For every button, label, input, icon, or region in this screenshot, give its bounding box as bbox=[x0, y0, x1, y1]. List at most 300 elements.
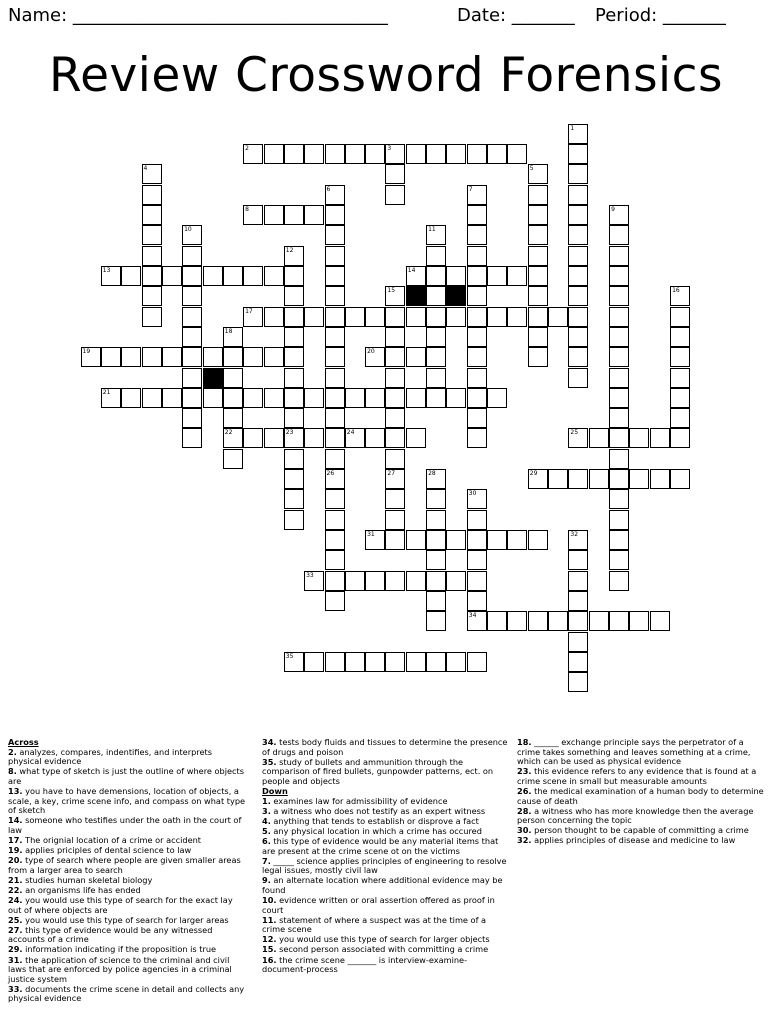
grid-cell[interactable] bbox=[426, 469, 446, 489]
grid-cell[interactable] bbox=[385, 408, 405, 428]
grid-cell[interactable] bbox=[446, 530, 466, 550]
grid-cell[interactable] bbox=[426, 388, 446, 408]
grid-cell[interactable] bbox=[467, 347, 487, 367]
grid-cell[interactable] bbox=[609, 510, 629, 530]
grid-cell[interactable] bbox=[325, 530, 345, 550]
grid-cell[interactable] bbox=[223, 388, 243, 408]
grid-cell[interactable] bbox=[467, 550, 487, 570]
grid-cell[interactable] bbox=[568, 185, 588, 205]
grid-cell[interactable] bbox=[609, 225, 629, 245]
grid-cell[interactable] bbox=[264, 266, 284, 286]
grid-cell[interactable] bbox=[568, 286, 588, 306]
grid-cell[interactable] bbox=[203, 347, 223, 367]
grid-cell[interactable] bbox=[467, 225, 487, 245]
clue-text: any physical location in which a crime has occured bbox=[270, 825, 482, 836]
grid-cell[interactable] bbox=[467, 144, 487, 164]
grid-cell[interactable] bbox=[629, 469, 649, 489]
period-field[interactable]: Period: _______ bbox=[595, 5, 726, 26]
grid-cell[interactable] bbox=[568, 307, 588, 327]
grid-cell[interactable] bbox=[142, 205, 162, 225]
grid-cell[interactable] bbox=[325, 428, 345, 448]
grid-cell[interactable] bbox=[284, 510, 304, 530]
grid-cell[interactable] bbox=[528, 286, 548, 306]
grid-cell[interactable] bbox=[589, 469, 609, 489]
clue-item bbox=[262, 738, 510, 757]
grid-cell[interactable] bbox=[467, 368, 487, 388]
clue-number-label: 8 bbox=[245, 205, 249, 213]
grid-cell[interactable] bbox=[304, 652, 324, 672]
grid-cell[interactable] bbox=[609, 388, 629, 408]
grid-cell[interactable] bbox=[446, 388, 466, 408]
grid-cell[interactable] bbox=[670, 327, 690, 347]
black-square bbox=[203, 368, 223, 388]
grid-cell[interactable] bbox=[345, 388, 365, 408]
grid-cell[interactable] bbox=[426, 144, 446, 164]
grid-cell[interactable] bbox=[385, 368, 405, 388]
grid-cell[interactable] bbox=[528, 185, 548, 205]
grid-cell[interactable] bbox=[650, 611, 670, 631]
grid-cell[interactable] bbox=[284, 307, 304, 327]
grid-cell[interactable] bbox=[568, 672, 588, 692]
grid-cell[interactable] bbox=[568, 571, 588, 591]
grid-cell[interactable] bbox=[385, 307, 405, 327]
grid-cell[interactable] bbox=[325, 571, 345, 591]
grid-cell[interactable] bbox=[264, 388, 284, 408]
grid-cell[interactable] bbox=[182, 368, 202, 388]
grid-cell[interactable] bbox=[446, 266, 466, 286]
grid-cell[interactable] bbox=[325, 550, 345, 570]
clue-number-label: 5 bbox=[529, 165, 534, 173]
grid-cell[interactable] bbox=[101, 266, 121, 286]
grid-cell[interactable] bbox=[182, 408, 202, 428]
grid-cell[interactable] bbox=[467, 327, 487, 347]
grid-cell[interactable] bbox=[304, 571, 324, 591]
grid-cell[interactable] bbox=[426, 591, 446, 611]
grid-cell[interactable] bbox=[101, 388, 121, 408]
grid-cell[interactable] bbox=[528, 246, 548, 266]
grid-cell[interactable] bbox=[264, 428, 284, 448]
grid-cell[interactable] bbox=[568, 347, 588, 367]
grid-cell[interactable] bbox=[528, 611, 548, 631]
grid-cell[interactable] bbox=[365, 388, 385, 408]
grid-cell[interactable] bbox=[223, 408, 243, 428]
grid-cell[interactable] bbox=[243, 428, 263, 448]
grid-cell[interactable] bbox=[507, 307, 527, 327]
clue-text: a witness who has more knowledge then the average person concerning the topic bbox=[517, 805, 754, 826]
grid-cell[interactable] bbox=[223, 266, 243, 286]
clue-item bbox=[8, 787, 248, 816]
grid-cell[interactable] bbox=[568, 591, 588, 611]
grid-cell[interactable] bbox=[101, 347, 121, 367]
grid-cell[interactable] bbox=[589, 428, 609, 448]
grid-cell[interactable] bbox=[385, 449, 405, 469]
grid-cell[interactable] bbox=[385, 571, 405, 591]
grid-cell[interactable] bbox=[568, 144, 588, 164]
grid-cell[interactable] bbox=[284, 347, 304, 367]
grid-cell[interactable] bbox=[325, 286, 345, 306]
grid-cell[interactable] bbox=[507, 144, 527, 164]
grid-cell[interactable] bbox=[243, 347, 263, 367]
grid-cell[interactable] bbox=[365, 428, 385, 448]
grid-cell[interactable] bbox=[365, 530, 385, 550]
grid-cell[interactable] bbox=[670, 428, 690, 448]
clues-column-2 bbox=[262, 738, 510, 975]
grid-cell[interactable] bbox=[406, 571, 426, 591]
grid-cell[interactable] bbox=[609, 307, 629, 327]
grid-cell[interactable] bbox=[121, 388, 141, 408]
grid-cell[interactable] bbox=[142, 307, 162, 327]
grid-cell[interactable] bbox=[223, 347, 243, 367]
grid-cell[interactable] bbox=[467, 611, 487, 631]
grid-cell[interactable] bbox=[609, 205, 629, 225]
grid-cell[interactable] bbox=[446, 652, 466, 672]
grid-cell[interactable] bbox=[243, 205, 263, 225]
grid-cell[interactable] bbox=[487, 611, 507, 631]
grid-cell[interactable] bbox=[426, 611, 446, 631]
grid-cell[interactable] bbox=[182, 388, 202, 408]
grid-cell[interactable] bbox=[467, 591, 487, 611]
grid-cell[interactable] bbox=[467, 530, 487, 550]
grid-cell[interactable] bbox=[446, 571, 466, 591]
grid-cell[interactable] bbox=[182, 246, 202, 266]
grid-cell[interactable] bbox=[528, 164, 548, 184]
grid-cell[interactable] bbox=[345, 144, 365, 164]
grid-cell[interactable] bbox=[467, 205, 487, 225]
grid-cell[interactable] bbox=[304, 307, 324, 327]
grid-cell[interactable] bbox=[568, 550, 588, 570]
grid-cell[interactable] bbox=[385, 347, 405, 367]
grid-cell[interactable] bbox=[325, 489, 345, 509]
grid-cell[interactable] bbox=[568, 225, 588, 245]
grid-cell[interactable] bbox=[365, 652, 385, 672]
grid-cell[interactable] bbox=[142, 347, 162, 367]
grid-cell[interactable] bbox=[467, 286, 487, 306]
grid-cell[interactable] bbox=[568, 652, 588, 672]
grid-cell[interactable] bbox=[609, 347, 629, 367]
grid-cell[interactable] bbox=[467, 307, 487, 327]
grid-cell[interactable] bbox=[223, 428, 243, 448]
grid-cell[interactable] bbox=[528, 347, 548, 367]
grid-cell[interactable] bbox=[345, 307, 365, 327]
grid-cell[interactable] bbox=[142, 286, 162, 306]
grid-cell[interactable] bbox=[426, 530, 446, 550]
grid-cell[interactable] bbox=[304, 205, 324, 225]
grid-cell[interactable] bbox=[406, 347, 426, 367]
grid-cell[interactable] bbox=[609, 246, 629, 266]
grid-cell[interactable] bbox=[609, 469, 629, 489]
grid-cell[interactable] bbox=[243, 388, 263, 408]
grid-cell[interactable] bbox=[507, 530, 527, 550]
grid-cell[interactable] bbox=[385, 652, 405, 672]
grid-cell[interactable] bbox=[284, 388, 304, 408]
grid-cell[interactable] bbox=[609, 489, 629, 509]
grid-cell[interactable] bbox=[203, 388, 223, 408]
grid-cell[interactable] bbox=[385, 286, 405, 306]
grid-cell[interactable] bbox=[385, 428, 405, 448]
grid-cell[interactable] bbox=[264, 144, 284, 164]
grid-cell[interactable] bbox=[609, 449, 629, 469]
grid-cell[interactable] bbox=[487, 388, 507, 408]
grid-cell[interactable] bbox=[325, 368, 345, 388]
grid-cell[interactable] bbox=[568, 428, 588, 448]
grid-cell[interactable] bbox=[548, 307, 568, 327]
grid-cell[interactable] bbox=[609, 611, 629, 631]
clue-number: 34. bbox=[262, 737, 277, 747]
grid-cell[interactable] bbox=[467, 428, 487, 448]
grid-cell[interactable] bbox=[162, 388, 182, 408]
grid-cell[interactable] bbox=[182, 225, 202, 245]
grid-cell[interactable] bbox=[284, 428, 304, 448]
grid-cell[interactable] bbox=[467, 510, 487, 530]
grid-cell[interactable] bbox=[467, 388, 487, 408]
grid-cell[interactable] bbox=[203, 266, 223, 286]
grid-cell[interactable] bbox=[670, 286, 690, 306]
grid-cell[interactable] bbox=[223, 327, 243, 347]
grid-cell[interactable] bbox=[365, 144, 385, 164]
grid-cell[interactable] bbox=[467, 185, 487, 205]
grid-cell[interactable] bbox=[264, 205, 284, 225]
grid-cell[interactable] bbox=[670, 469, 690, 489]
grid-cell[interactable] bbox=[406, 652, 426, 672]
grid-cell[interactable] bbox=[507, 611, 527, 631]
grid-cell[interactable] bbox=[426, 347, 446, 367]
grid-cell[interactable] bbox=[528, 530, 548, 550]
grid-cell[interactable] bbox=[142, 185, 162, 205]
grid-cell[interactable] bbox=[467, 246, 487, 266]
grid-cell[interactable] bbox=[182, 307, 202, 327]
clue-text: the application of science to the criminal and civil laws that are enforced by police agencies in a criminal justice system bbox=[8, 954, 232, 984]
grid-cell[interactable] bbox=[182, 428, 202, 448]
grid-cell[interactable] bbox=[325, 408, 345, 428]
grid-cell[interactable] bbox=[467, 652, 487, 672]
grid-cell[interactable] bbox=[487, 266, 507, 286]
grid-cell[interactable] bbox=[609, 286, 629, 306]
grid-cell[interactable] bbox=[385, 510, 405, 530]
grid-cell[interactable] bbox=[385, 530, 405, 550]
grid-cell[interactable] bbox=[467, 571, 487, 591]
grid-cell[interactable] bbox=[426, 246, 446, 266]
grid-cell[interactable] bbox=[345, 428, 365, 448]
grid-cell[interactable] bbox=[264, 347, 284, 367]
grid-cell[interactable] bbox=[81, 347, 101, 367]
grid-cell[interactable] bbox=[467, 408, 487, 428]
grid-cell[interactable] bbox=[589, 611, 609, 631]
grid-cell[interactable] bbox=[528, 205, 548, 225]
grid-cell[interactable] bbox=[365, 571, 385, 591]
grid-cell[interactable] bbox=[162, 347, 182, 367]
grid-cell[interactable] bbox=[609, 327, 629, 347]
grid-cell[interactable] bbox=[284, 286, 304, 306]
grid-cell[interactable] bbox=[609, 428, 629, 448]
grid-cell[interactable] bbox=[568, 611, 588, 631]
grid-cell[interactable] bbox=[528, 266, 548, 286]
clue-number: 22. bbox=[8, 884, 23, 895]
grid-cell[interactable] bbox=[243, 307, 263, 327]
grid-cell[interactable] bbox=[243, 266, 263, 286]
grid-cell[interactable] bbox=[426, 225, 446, 245]
grid-cell[interactable] bbox=[426, 286, 446, 306]
grid-cell[interactable] bbox=[345, 571, 365, 591]
grid-cell[interactable] bbox=[142, 388, 162, 408]
grid-cell[interactable] bbox=[325, 510, 345, 530]
grid-cell[interactable] bbox=[325, 307, 345, 327]
grid-cell[interactable] bbox=[406, 388, 426, 408]
grid-cell[interactable] bbox=[426, 550, 446, 570]
grid-cell[interactable] bbox=[385, 469, 405, 489]
grid-cell[interactable] bbox=[325, 205, 345, 225]
grid-cell[interactable] bbox=[345, 652, 365, 672]
grid-cell[interactable] bbox=[325, 225, 345, 245]
grid-cell[interactable] bbox=[548, 611, 568, 631]
grid-cell[interactable] bbox=[426, 307, 446, 327]
grid-cell[interactable] bbox=[426, 368, 446, 388]
date-field[interactable]: Date: _______ bbox=[457, 5, 575, 26]
grid-cell[interactable] bbox=[467, 266, 487, 286]
clue-number: 20. bbox=[8, 855, 23, 866]
grid-cell[interactable] bbox=[142, 164, 162, 184]
grid-cell[interactable] bbox=[568, 266, 588, 286]
grid-cell[interactable] bbox=[142, 266, 162, 286]
grid-cell[interactable] bbox=[426, 266, 446, 286]
grid-cell[interactable] bbox=[325, 388, 345, 408]
grid-cell[interactable] bbox=[284, 327, 304, 347]
grid-cell[interactable] bbox=[325, 266, 345, 286]
grid-cell[interactable] bbox=[568, 632, 588, 652]
grid-cell[interactable] bbox=[568, 164, 588, 184]
grid-cell[interactable] bbox=[609, 266, 629, 286]
grid-cell[interactable] bbox=[406, 144, 426, 164]
grid-cell[interactable] bbox=[426, 489, 446, 509]
grid-cell[interactable] bbox=[325, 469, 345, 489]
grid-cell[interactable] bbox=[385, 164, 405, 184]
grid-cell[interactable] bbox=[142, 225, 162, 245]
grid-cell[interactable] bbox=[670, 408, 690, 428]
grid-cell[interactable] bbox=[406, 530, 426, 550]
clue-number-label: 27 bbox=[387, 470, 396, 478]
grid-cell[interactable] bbox=[568, 124, 588, 144]
grid-cell[interactable] bbox=[284, 449, 304, 469]
grid-cell[interactable] bbox=[406, 307, 426, 327]
grid-cell[interactable] bbox=[304, 428, 324, 448]
grid-cell[interactable] bbox=[325, 591, 345, 611]
grid-cell[interactable] bbox=[182, 327, 202, 347]
grid-cell[interactable] bbox=[325, 185, 345, 205]
grid-cell[interactable] bbox=[223, 368, 243, 388]
grid-cell[interactable] bbox=[385, 144, 405, 164]
grid-cell[interactable] bbox=[223, 449, 243, 469]
grid-cell[interactable] bbox=[264, 307, 284, 327]
grid-cell[interactable] bbox=[365, 307, 385, 327]
grid-cell[interactable] bbox=[670, 368, 690, 388]
grid-cell[interactable] bbox=[385, 185, 405, 205]
grid-cell[interactable] bbox=[325, 652, 345, 672]
grid-cell[interactable] bbox=[325, 327, 345, 347]
grid-cell[interactable] bbox=[426, 571, 446, 591]
grid-cell[interactable] bbox=[528, 225, 548, 245]
grid-cell[interactable] bbox=[609, 408, 629, 428]
grid-cell[interactable] bbox=[325, 347, 345, 367]
grid-cell[interactable] bbox=[182, 266, 202, 286]
grid-cell[interactable] bbox=[629, 428, 649, 448]
grid-cell[interactable] bbox=[446, 307, 466, 327]
grid-cell[interactable] bbox=[548, 469, 568, 489]
grid-cell[interactable] bbox=[284, 652, 304, 672]
grid-cell[interactable] bbox=[243, 144, 263, 164]
grid-cell[interactable] bbox=[406, 266, 426, 286]
grid-cell[interactable] bbox=[528, 327, 548, 347]
black-square bbox=[406, 286, 426, 306]
grid-cell[interactable] bbox=[487, 530, 507, 550]
grid-cell[interactable] bbox=[487, 307, 507, 327]
grid-cell[interactable] bbox=[426, 652, 446, 672]
grid-cell[interactable] bbox=[284, 266, 304, 286]
grid-cell[interactable] bbox=[284, 144, 304, 164]
grid-cell[interactable] bbox=[670, 347, 690, 367]
grid-cell[interactable] bbox=[650, 428, 670, 448]
grid-cell[interactable] bbox=[284, 368, 304, 388]
grid-cell[interactable] bbox=[629, 611, 649, 631]
grid-cell[interactable] bbox=[426, 510, 446, 530]
grid-cell[interactable] bbox=[568, 469, 588, 489]
grid-cell[interactable] bbox=[385, 327, 405, 347]
grid-cell[interactable] bbox=[609, 571, 629, 591]
clue-number: 6. bbox=[262, 835, 271, 846]
grid-cell[interactable] bbox=[385, 489, 405, 509]
grid-cell[interactable] bbox=[284, 469, 304, 489]
grid-cell[interactable] bbox=[284, 246, 304, 266]
grid-cell[interactable] bbox=[385, 388, 405, 408]
grid-cell[interactable] bbox=[121, 347, 141, 367]
grid-cell[interactable] bbox=[182, 286, 202, 306]
grid-cell[interactable] bbox=[528, 469, 548, 489]
grid-cell[interactable] bbox=[365, 347, 385, 367]
grid-cell[interactable] bbox=[182, 347, 202, 367]
grid-cell[interactable] bbox=[284, 205, 304, 225]
grid-cell[interactable] bbox=[670, 307, 690, 327]
grid-cell[interactable] bbox=[304, 388, 324, 408]
grid-cell[interactable] bbox=[284, 408, 304, 428]
grid-cell[interactable] bbox=[142, 246, 162, 266]
grid-cell[interactable] bbox=[609, 368, 629, 388]
grid-cell[interactable] bbox=[568, 530, 588, 550]
grid-cell[interactable] bbox=[568, 368, 588, 388]
grid-cell[interactable] bbox=[568, 205, 588, 225]
clue-number-label: 26 bbox=[326, 470, 335, 478]
grid-cell[interactable] bbox=[325, 144, 345, 164]
grid-cell[interactable] bbox=[162, 266, 182, 286]
grid-cell[interactable] bbox=[446, 144, 466, 164]
grid-cell[interactable] bbox=[487, 144, 507, 164]
grid-cell[interactable] bbox=[406, 428, 426, 448]
grid-cell[interactable] bbox=[650, 469, 670, 489]
grid-cell[interactable] bbox=[528, 307, 548, 327]
grid-cell[interactable] bbox=[426, 327, 446, 347]
grid-cell[interactable] bbox=[609, 530, 629, 550]
grid-cell[interactable] bbox=[284, 489, 304, 509]
grid-cell[interactable] bbox=[568, 327, 588, 347]
grid-cell[interactable] bbox=[325, 246, 345, 266]
grid-cell[interactable] bbox=[304, 144, 324, 164]
grid-cell[interactable] bbox=[507, 266, 527, 286]
name-field[interactable]: Name: ___________________________________ bbox=[8, 5, 388, 26]
grid-cell[interactable] bbox=[467, 489, 487, 509]
clue-item bbox=[517, 807, 765, 826]
grid-cell[interactable] bbox=[121, 266, 141, 286]
grid-cell[interactable] bbox=[568, 246, 588, 266]
grid-cell[interactable] bbox=[325, 449, 345, 469]
grid-cell[interactable] bbox=[670, 388, 690, 408]
grid-cell[interactable] bbox=[609, 550, 629, 570]
